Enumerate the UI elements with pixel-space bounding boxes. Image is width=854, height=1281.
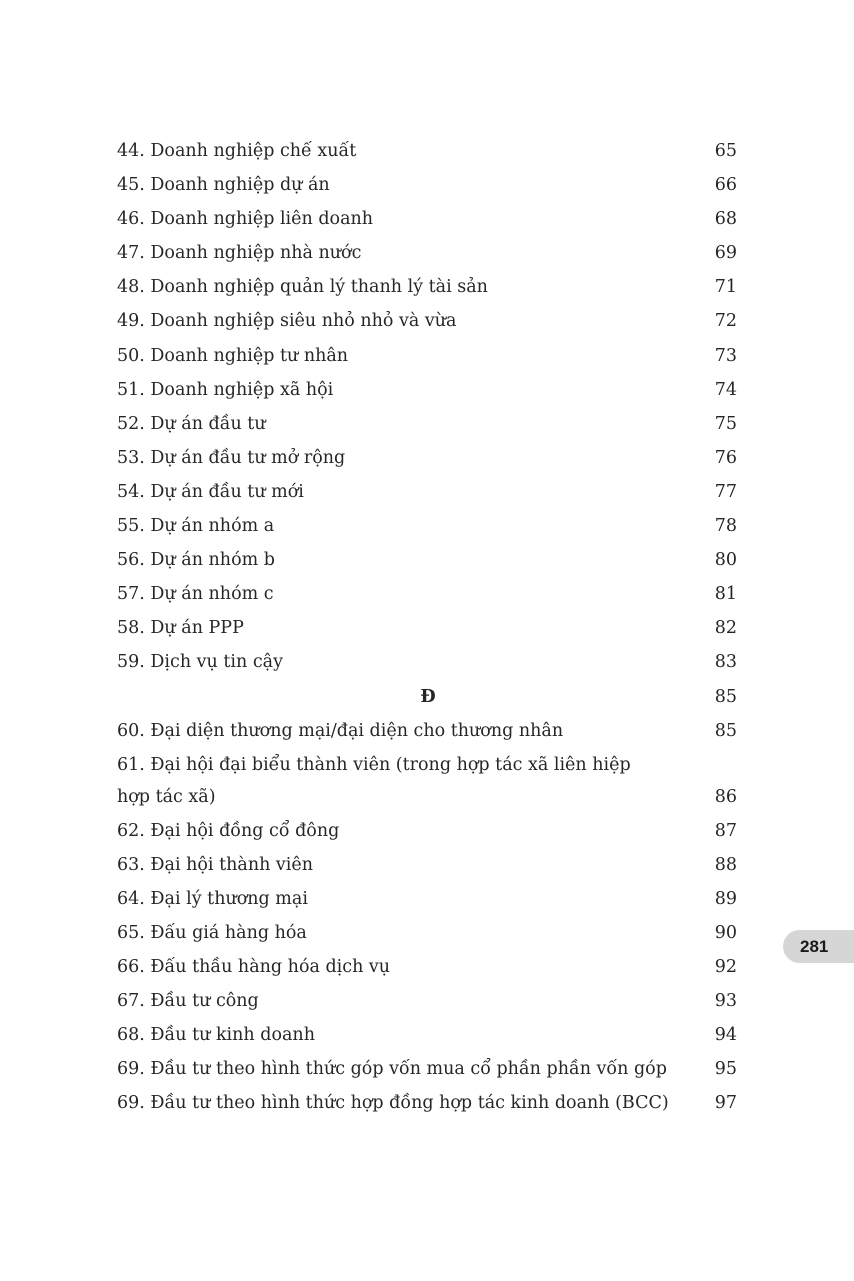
toc-entry-title: 64. Đại lý thương mại	[117, 888, 308, 909]
toc-entry-title: 53. Dự án đầu tư mở rộng	[117, 447, 346, 468]
toc-entry-page: 87	[714, 820, 737, 841]
toc-entry-page: 85	[714, 720, 737, 741]
toc-entry	[117, 134, 739, 168]
toc-entry	[117, 304, 739, 338]
toc-entry-title: 66. Đấu thầu hàng hóa dịch vụ	[117, 957, 391, 978]
toc-entry	[117, 441, 739, 475]
toc-entry-page: 68	[714, 209, 737, 230]
toc-entry-title: 55. Dự án nhóm a	[117, 516, 275, 537]
toc-entry-title: 45. Doanh nghiệp dự án	[117, 175, 330, 196]
toc-entry-page: 97	[714, 1093, 737, 1114]
toc-entry	[117, 1052, 739, 1086]
toc-entry-title: 61. Đại hội đại biểu thành viên (trong hợp tác xã liên hiệp hợp tác xã)	[117, 754, 631, 807]
toc-entry	[117, 577, 739, 611]
toc-entry-page: 72	[714, 311, 737, 332]
toc-entry-page: 69	[714, 243, 737, 264]
table-of-contents	[117, 134, 739, 1121]
toc-entry-title: 68. Đầu tư kinh doanh	[117, 1025, 315, 1046]
toc-entry	[117, 950, 739, 984]
toc-entry-page: 82	[714, 618, 737, 639]
toc-entry	[117, 373, 739, 407]
toc-entry-page: 81	[714, 584, 737, 605]
toc-entry-page: 66	[714, 175, 737, 196]
toc-entry	[117, 270, 739, 304]
toc-entry-page: 75	[714, 413, 737, 434]
toc-entry-page: 86	[714, 786, 737, 807]
toc-entry	[117, 611, 739, 645]
section-heading-row	[117, 680, 739, 714]
toc-entry-title: 59. Dịch vụ tin cậy	[117, 652, 283, 673]
toc-entry-page: 90	[714, 922, 737, 943]
toc-entry	[117, 882, 739, 916]
toc-entry-page: 77	[714, 481, 737, 502]
toc-entry-title: 50. Doanh nghiệp tư nhân	[117, 345, 349, 366]
toc-entry-title: 52. Dự án đầu tư	[117, 413, 266, 434]
toc-entry-page: 89	[714, 888, 737, 909]
toc-entry-title: 57. Dự án nhóm c	[117, 584, 274, 605]
toc-entry	[117, 814, 739, 848]
toc-entry	[117, 916, 739, 950]
section-letter: Đ	[420, 686, 436, 707]
toc-entry-page: 65	[714, 141, 737, 161]
toc-entry-page: 93	[714, 991, 737, 1012]
toc-entry	[117, 236, 739, 270]
toc-entry	[117, 748, 739, 814]
toc-entry-title: 65. Đấu giá hàng hóa	[117, 922, 307, 943]
toc-entry-title: 67. Đầu tư công	[117, 991, 259, 1012]
toc-entry-title: 69. Đầu tư theo hình thức hợp đồng hợp tác kinh doanh (BCC)	[117, 1093, 669, 1114]
toc-entry-page: 80	[714, 550, 737, 571]
toc-entry-page: 83	[714, 652, 737, 673]
toc-entry-page: 94	[714, 1025, 737, 1046]
toc-entry-title: 47. Doanh nghiệp nhà nước	[117, 243, 362, 264]
toc-entry	[117, 509, 739, 543]
page-number-tab: 281	[783, 930, 854, 963]
toc-entry	[117, 1018, 739, 1052]
toc-entry-title: 56. Dự án nhóm b	[117, 550, 275, 571]
toc-entry-title: 46. Doanh nghiệp liên doanh	[117, 209, 374, 230]
toc-entry-page: 85	[714, 686, 737, 707]
toc-entry	[117, 475, 739, 509]
toc-entry-title: 44. Doanh nghiệp chế xuất	[117, 141, 357, 161]
toc-entry	[117, 848, 739, 882]
toc-entry-title: 48. Doanh nghiệp quản lý thanh lý tài sản	[117, 277, 488, 298]
toc-entry	[117, 407, 739, 441]
toc-entry-title: 54. Dự án đầu tư mới	[117, 481, 304, 502]
toc-entry-title: 60. Đại diện thương mại/đại diện cho thương nhân	[117, 720, 564, 741]
toc-entry	[117, 645, 739, 679]
toc-entry	[117, 202, 739, 236]
toc-entry-title: 63. Đại hội thành viên	[117, 854, 314, 875]
toc-entry	[117, 1086, 739, 1120]
toc-entry	[117, 543, 739, 577]
toc-entry-title: 58. Dự án PPP	[117, 618, 244, 639]
toc-entry	[117, 984, 739, 1018]
toc-entry-page: 76	[714, 447, 737, 468]
toc-entry	[117, 339, 739, 373]
toc-entry-page: 95	[714, 1059, 737, 1080]
toc-entry-page: 73	[714, 345, 737, 366]
toc-entry	[117, 168, 739, 202]
toc-entry-page: 78	[714, 516, 737, 537]
toc-entry-title: 69. Đầu tư theo hình thức góp vốn mua cổ phần phần vốn góp	[117, 1059, 667, 1080]
toc-entry	[117, 714, 739, 748]
toc-entry-page: 92	[714, 957, 737, 978]
toc-entry-title: 49. Doanh nghiệp siêu nhỏ nhỏ và vừa	[117, 311, 457, 332]
toc-entry-page: 88	[714, 854, 737, 875]
toc-entry-page: 71	[714, 277, 737, 298]
toc-entry-title: 62. Đại hội đồng cổ đông	[117, 820, 340, 841]
toc-entry-title: 51. Doanh nghiệp xã hội	[117, 379, 334, 400]
toc-entry-page: 74	[714, 379, 737, 400]
